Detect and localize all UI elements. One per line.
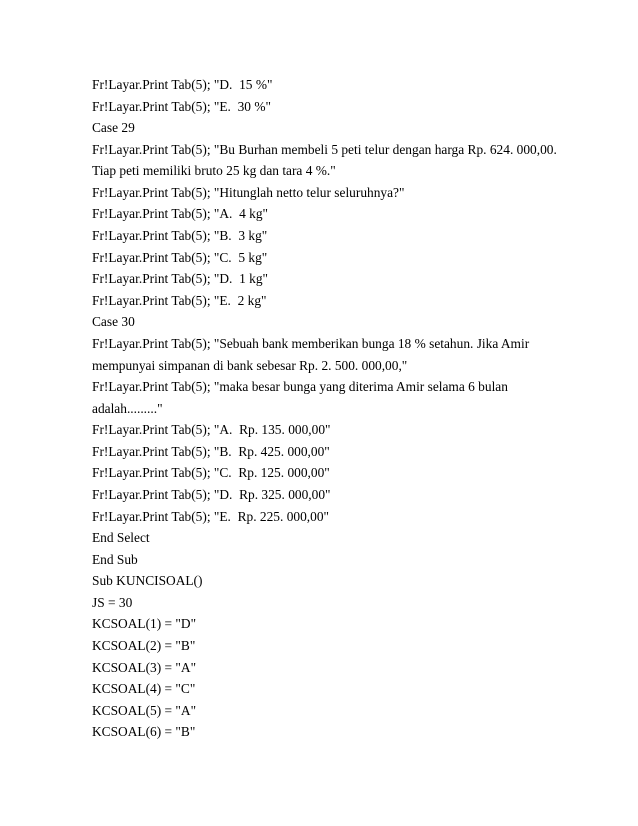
code-line: Fr!Layar.Print Tab(5); "E. 2 kg" — [92, 292, 267, 308]
code-line: Fr!Layar.Print Tab(5); "D. 1 kg" — [92, 271, 268, 287]
code-line: Fr!Layar.Print Tab(5); "Sebuah bank memberikan bunga 18 % setahun. Jika Amir — [92, 335, 530, 351]
code-line: KCSOAL(1) = "D" — [92, 616, 197, 632]
code-line: End Select — [92, 530, 150, 546]
code-line: Fr!Layar.Print Tab(5); "D. Rp. 325. 000,00" — [92, 486, 331, 502]
code-line: Fr!Layar.Print Tab(5); "Hitunglah netto telur seluruhnya?" — [92, 184, 405, 200]
code-line: Case 29 — [92, 120, 135, 136]
code-line: Fr!Layar.Print Tab(5); "A. 4 kg" — [92, 206, 268, 222]
code-line: KCSOAL(3) = "A" — [92, 659, 197, 675]
code-line: KCSOAL(4) = "C" — [92, 681, 196, 697]
code-line: mempunyai simpanan di bank sebesar Rp. 2. 500. 000,00," — [92, 357, 408, 373]
code-line: Fr!Layar.Print Tab(5); "E. Rp. 225. 000,00" — [92, 508, 329, 524]
code-line: Tiap peti memiliki bruto 25 kg dan tara 4 %." — [92, 163, 336, 179]
code-listing — [92, 74, 612, 743]
code-line: JS = 30 — [92, 594, 133, 610]
code-line: KCSOAL(2) = "B" — [92, 638, 196, 654]
code-line: KCSOAL(6) = "B" — [92, 724, 196, 740]
code-line: Sub KUNCISOAL() — [92, 573, 203, 589]
code-line: Fr!Layar.Print Tab(5); "maka besar bunga yang diterima Amir selama 6 bulan — [92, 379, 508, 395]
code-line: Fr!Layar.Print Tab(5); "B. 3 kg" — [92, 228, 268, 244]
code-line: adalah........." — [92, 400, 163, 416]
code-line: KCSOAL(5) = "A" — [92, 702, 197, 718]
code-line: Fr!Layar.Print Tab(5); "Bu Burhan membeli 5 peti telur dengan harga Rp. 624. 000,00. — [92, 141, 557, 157]
code-line: Fr!Layar.Print Tab(5); "C. Rp. 125. 000,00" — [92, 465, 330, 481]
code-line: Fr!Layar.Print Tab(5); "A. Rp. 135. 000,00" — [92, 422, 331, 438]
code-line: Case 30 — [92, 314, 135, 330]
code-line: Fr!Layar.Print Tab(5); "B. Rp. 425. 000,00" — [92, 443, 330, 459]
code-line: Fr!Layar.Print Tab(5); "C. 5 kg" — [92, 249, 268, 265]
code-line: Fr!Layar.Print Tab(5); "E. 30 %" — [92, 98, 271, 114]
code-line: Fr!Layar.Print Tab(5); "D. 15 %" — [92, 77, 273, 92]
code-line: End Sub — [92, 551, 138, 567]
